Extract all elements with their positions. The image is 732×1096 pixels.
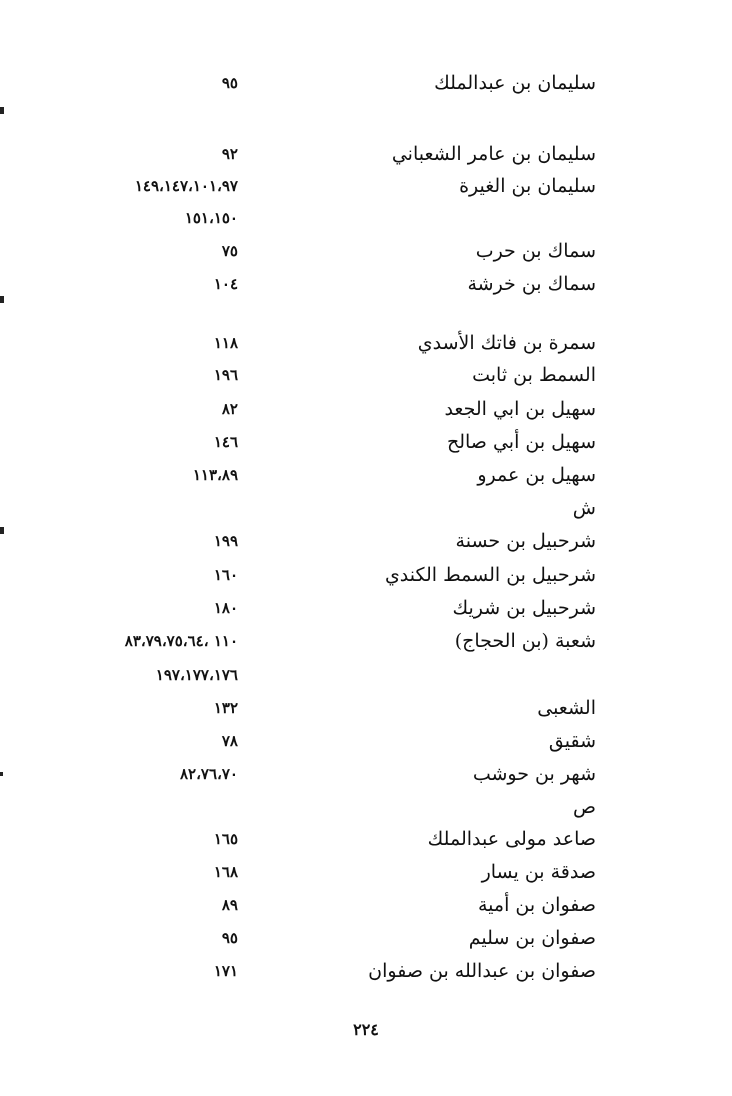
margin-mark [0,772,3,776]
margin-mark [0,107,4,114]
entry-pages: ٨٩ [221,896,238,914]
index-entry [0,921,732,955]
entry-pages: ١٦٥ [213,830,238,848]
section-letter [0,790,732,824]
entry-name: سليمان بن عامر الشعباني [391,143,596,165]
entry-name: شهر بن حوشب [472,763,596,785]
index-entry [0,425,732,459]
index-entry [0,855,732,889]
index-entry [0,358,732,392]
index-entry [0,757,732,791]
section-letter [0,491,732,525]
entry-pages: ١٤٦ [213,433,238,451]
entry-pages: ٩٥ [221,929,238,947]
index-entry [0,169,732,203]
entry-pages: ٩٢ [221,145,238,163]
entry-name: صدقة بن يسار [481,861,596,883]
entry-name: الشعبى [537,697,596,719]
entry-pages: ١٦٨ [213,863,238,881]
entry-pages: ١٩٦ [213,366,238,384]
entry-pages: ٨٢،٧٦،٧٠ [179,765,238,783]
entry-name: شقيق [548,730,596,752]
index-entry [0,954,732,988]
index-entry [0,392,732,426]
entry-name: السمط بن ثابت [472,364,596,386]
entry-pages: ١٧١ [213,962,238,980]
entry-pages: ٨٢ [221,400,238,418]
entry-name: سمرة بن فاتك الأسدي [417,332,596,354]
index-entry [0,326,732,360]
index-entry [0,234,732,268]
entry-name: صفوان بن عبدالله بن صفوان [368,960,596,982]
section-letter-label: ص [573,796,596,818]
entry-pages: ١١٨ [213,334,238,352]
index-entry [0,524,732,558]
entry-pages: ١٦٠ [213,566,238,584]
page-number: ٢٢٤ [353,1020,379,1039]
index-entry [0,267,732,301]
entry-name: صفوان بن أمية [478,894,596,916]
entry-pages: ٩٥ [221,74,238,92]
entry-name: سهيل بن أبي صالح [446,431,596,453]
index-entry [0,591,732,625]
entry-name: سهيل بن ابي الجعد [444,398,596,420]
entry-pages: ١١٠ ،٨٣،٧٩،٧٥،٦٤ [124,632,238,650]
section-letter-label: ش [572,497,596,519]
entry-pages: ١٣٢ [213,699,238,717]
entry-name: صاعد مولى عبدالملك [427,828,596,850]
entry-name: صفوان بن سليم [468,927,596,949]
entry-name: سماك بن خرشة [467,273,596,295]
entry-name: شرحبيل بن حسنة [455,530,596,552]
entry-name: سماك بن حرب [475,240,596,262]
index-entry [0,888,732,922]
entry-pages: ١٩٧،١٧٧،١٧٦ [155,666,238,684]
index-entry-continuation [0,658,732,692]
entry-name: سليمان بن عبدالملك [434,72,596,94]
entry-pages: ٧٥ [221,242,238,260]
entry-pages: ١٤٩،١٤٧،١٠١،٩٧ [134,177,238,195]
entry-name: شرحبيل بن شريك [452,597,596,619]
margin-mark [0,296,4,303]
entry-pages: ١١٣،٨٩ [192,466,238,484]
margin-mark [0,527,4,534]
index-entry [0,724,732,758]
index-entry [0,624,732,658]
entry-name: شعبة (بن الحجاج) [454,630,596,652]
index-entry [0,558,732,592]
index-entry-continuation [0,201,732,235]
entry-pages: ١٥١،١٥٠ [184,209,238,227]
entry-pages: ١٨٠ [213,599,238,617]
entry-name: سليمان بن الغيرة [459,175,596,197]
entry-name: سهيل بن عمرو [477,464,596,486]
entry-pages: ١٩٩ [213,532,238,550]
entry-pages: ٧٨ [221,732,238,750]
index-entry [0,822,732,856]
index-entry [0,137,732,171]
entry-name: شرحبيل بن السمط الكندي [384,564,596,586]
index-entry [0,691,732,725]
index-entry [0,458,732,492]
index-entry [0,66,732,100]
entry-pages: ١٠٤ [213,275,238,293]
